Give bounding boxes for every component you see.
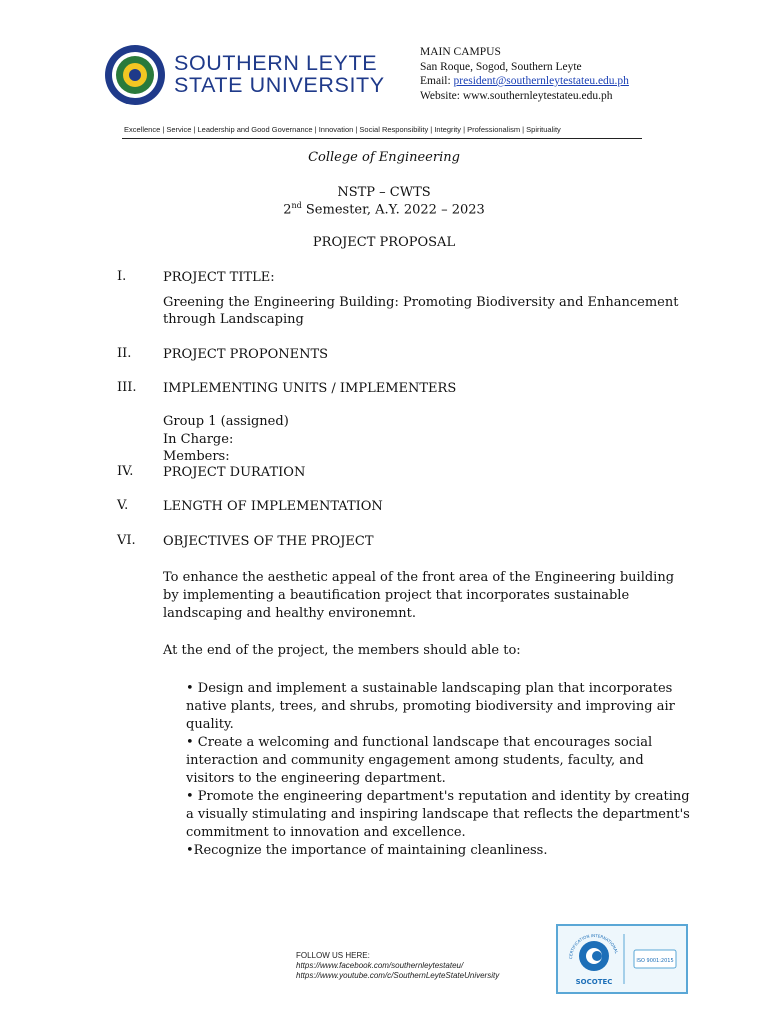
university-name [174,52,385,96]
project-title-line1: Greening the Engineering Building: Promoting Biodiversity and Enhancement [163,295,679,310]
objectives-list [186,680,696,860]
section-title: PROJECT TITLE: [163,270,275,285]
section-number: IV. [117,464,134,479]
youtube-link[interactable]: https://www.youtube.com/c/SouthernLeyteStateUniversity [296,971,500,980]
objective-paragraph: To enhance the aesthetic appeal of the front area of the Engineering building by implementing a beautification project that incorporates sustainable landscaping and healthy environemnt. [163,570,675,621]
cert-brand-text: SOCOTEC [575,978,613,986]
university-seal-logo [104,44,166,106]
campus-title: MAIN CAMPUS [420,46,501,58]
list-item: • Promote the engineering department's reputation and identity by creating a visually stimulating and inspiring landscape that reflects the department's commitment to innovation and excellence. [186,789,690,840]
section-title: PROJECT PROPONENTS [163,347,329,362]
campus-email-row [420,74,629,89]
section-number: III. [117,380,137,395]
section-number: II. [117,346,132,361]
section-title: IMPLEMENTING UNITS / IMPLEMENTERS [163,381,457,396]
in-charge-label: In Charge: [163,432,234,447]
project-title-line2: through Landscaping [163,312,304,327]
cert-ring-text: CERTIFICATION INTERNATIONAL [567,932,620,960]
campus-website: Website: www.southernleytestateu.edu.ph [420,89,613,102]
semester-line [0,201,768,217]
section-title: OBJECTIVES OF THE PROJECT [163,534,374,549]
semester-suffix: nd [291,201,302,210]
section-number: V. [117,498,129,513]
cert-standard-text: ISO 9001:2015 [636,958,674,964]
section-title: PROJECT DURATION [163,465,306,480]
certification-badge [556,924,688,994]
facebook-link[interactable]: https://www.facebook.com/southernleytestateu/ [296,961,464,970]
semester-rest: Semester, A.Y. 2022 – 2023 [301,202,485,218]
email-label: Email: [420,75,454,87]
section-number: VI. [117,533,136,548]
campus-info [420,45,629,103]
core-values: Excellence | Service | Leadership and Good Governance | Innovation | Social Responsibility | Integrity | Professionalism | Spirituality [124,125,561,134]
follow-label: FOLLOW US HERE: [296,951,370,960]
email-link[interactable]: president@southernleytestateu.edu.ph [453,75,629,87]
list-item: • Create a welcoming and functional landscape that encourages social interaction and community engagement among students, faculty, and visitors to the engineering department. [186,735,653,786]
list-item: • Design and implement a sustainable landscaping plan that incorporates native plants, trees, and shrubs, promoting biodiversity and improving air quality. [186,681,675,732]
document-type: PROJECT PROPOSAL [312,235,456,250]
members-label: Members: [163,449,230,464]
section-title: LENGTH OF IMPLEMENTATION [163,499,383,514]
group-label: Group 1 (assigned) [163,414,289,429]
social-links [296,951,499,981]
semester-number: 2 [283,202,292,218]
university-name-line1: SOUTHERN LEYTE [174,51,378,75]
list-item: •Recognize the importance of maintaining cleanliness. [186,843,548,858]
program-name: NSTP – CWTS [337,185,431,200]
college-name: College of Engineering [308,150,460,165]
header-divider [122,138,642,139]
campus-address: San Roque, Sogod, Southern Leyte [420,60,582,73]
outcome-intro: At the end of the project, the members should able to: [163,643,521,658]
university-name-line2: STATE UNIVERSITY [174,73,385,97]
section-number: I. [117,269,127,284]
